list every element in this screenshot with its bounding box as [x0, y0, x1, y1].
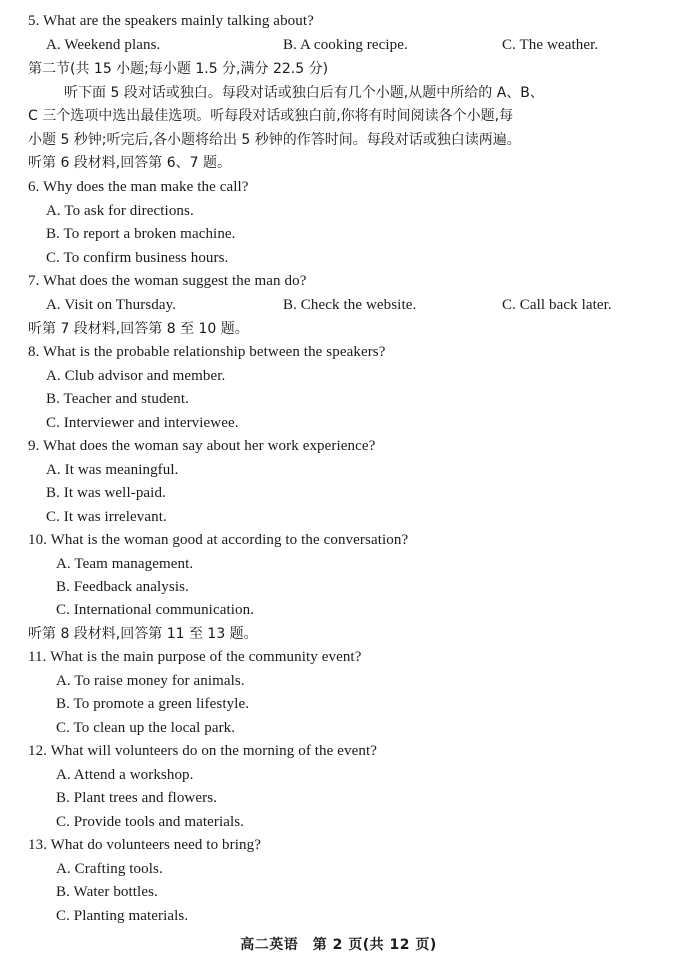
q8-option-a: A. Club advisor and member.	[46, 368, 226, 384]
q7-option-b: B. Check the website.	[283, 297, 417, 313]
q8-stem: 8. What is the probable relationship between the speakers?	[28, 344, 386, 360]
material-8-heading: 听第 8 段材料,回答第 11 至 13 题。	[28, 626, 258, 642]
q9-stem: 9. What does the woman say about her work experience?	[28, 438, 376, 454]
q10-stem: 10. What is the woman good at according to the conversation?	[28, 532, 409, 548]
material-7-heading: 听第 7 段材料,回答第 8 至 10 题。	[28, 321, 249, 337]
q12-stem: 12. What will volunteers do on the morning of the event?	[28, 743, 377, 759]
q9-option-c: C. It was irrelevant.	[46, 509, 167, 525]
q5-option-a: A. Weekend plans.	[46, 37, 161, 53]
q12-option-a: A. Attend a workshop.	[56, 767, 194, 783]
q8-option-c: C. Interviewer and interviewee.	[46, 415, 239, 431]
q6-option-a: A. To ask for directions.	[46, 203, 194, 219]
q12-option-b: B. Plant trees and flowers.	[56, 790, 217, 806]
q10-option-b: B. Feedback analysis.	[56, 579, 189, 595]
q10-option-c: C. International communication.	[56, 602, 255, 618]
q7-option-c: C. Call back later.	[502, 297, 612, 313]
q13-stem: 13. What do volunteers need to bring?	[28, 837, 261, 853]
q10-option-a: A. Team management.	[56, 556, 194, 572]
section2-instructions-line2: C 三个选项中选出最佳选项。听每段对话或独白前,你将有时间阅读各个小题,每	[28, 108, 514, 124]
q9-option-a: A. It was meaningful.	[46, 462, 179, 478]
q7-option-a: A. Visit on Thursday.	[46, 297, 177, 313]
q5-option-b: B. A cooking recipe.	[283, 37, 408, 53]
q13-option-a: A. Crafting tools.	[56, 861, 163, 877]
q11-option-c: C. To clean up the local park.	[56, 720, 236, 736]
q5-option-c: C. The weather.	[502, 37, 599, 53]
q6-stem: 6. Why does the man make the call?	[28, 179, 249, 195]
q12-option-c: C. Provide tools and materials.	[56, 814, 245, 830]
q5-options	[0, 34, 677, 56]
section2-heading: 第二节(共 15 小题;每小题 1.5 分,满分 22.5 分)	[28, 61, 329, 77]
q11-option-b: B. To promote a green lifestyle.	[56, 696, 250, 712]
q13-option-c: C. Planting materials.	[56, 908, 189, 924]
q9-option-b: B. It was well-paid.	[46, 485, 166, 501]
section2-instructions-line1: 听下面 5 段对话或独白。每段对话或独白后有几个小题,从题中所给的 A、B、	[64, 85, 544, 101]
q6-option-b: B. To report a broken machine.	[46, 226, 236, 242]
material-6-heading: 听第 6 段材料,回答第 6、7 题。	[28, 155, 231, 171]
q6-option-c: C. To confirm business hours.	[46, 250, 229, 266]
section2-instructions-line3: 小题 5 秒钟;听完后,各小题将给出 5 秒钟的作答时间。每段对话或独白读两遍。	[28, 132, 521, 148]
q13-option-b: B. Water bottles.	[56, 884, 158, 900]
q11-stem: 11. What is the main purpose of the community event?	[28, 649, 362, 665]
page-footer: 高二英语 第 2 页(共 12 页)	[240, 937, 437, 953]
q8-option-b: B. Teacher and student.	[46, 391, 190, 407]
q5-stem: 5. What are the speakers mainly talking about?	[28, 13, 314, 29]
q11-option-a: A. To raise money for animals.	[56, 673, 245, 689]
q7-stem: 7. What does the woman suggest the man do?	[28, 273, 307, 289]
q7-options	[0, 294, 677, 316]
